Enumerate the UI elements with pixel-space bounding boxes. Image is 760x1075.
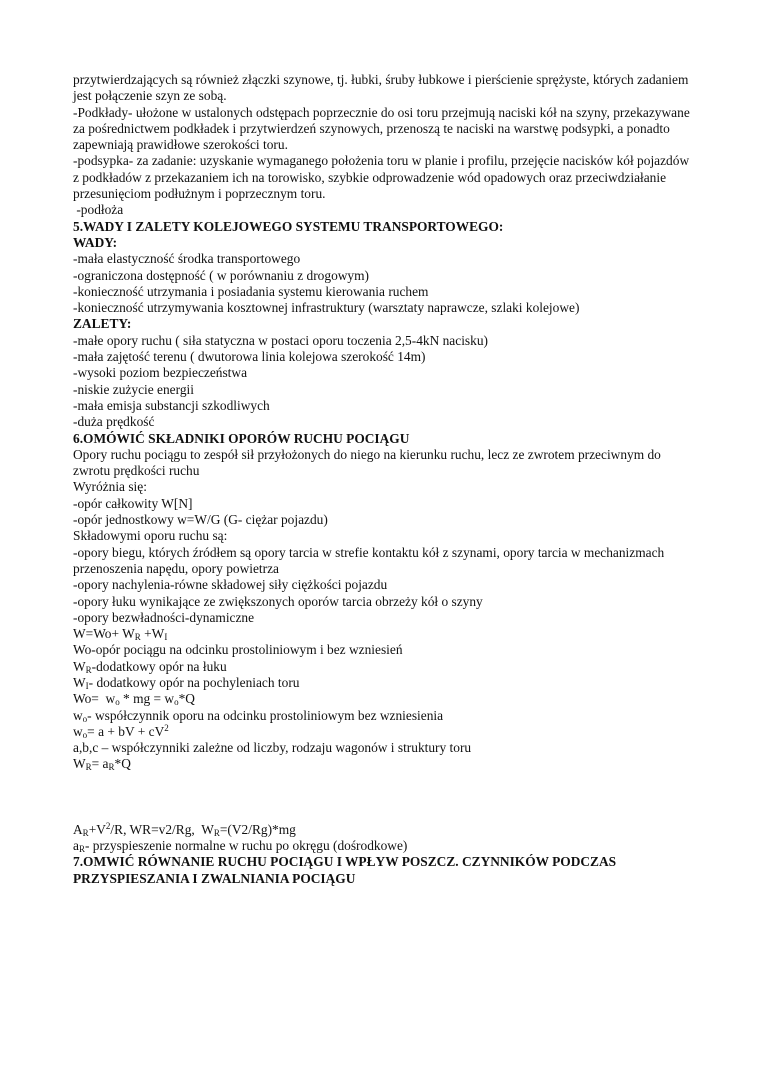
text-line: Wyróżnia się: xyxy=(73,479,147,495)
list-item: -opory biegu, których źródłem są opory tarcia w strefie kontaktu kół z szynami, opory tarcia w mechanizmach przenoszenia napędu, opory powietrza xyxy=(73,544,665,576)
heading-section-5: 5.WADY I ZALETY KOLEJOWEGO SYSTEMU TRANSPORTOWEGO: xyxy=(73,218,504,234)
paragraph-sleepers: -Podkłady- ułożone w ustalonych odstępach poprzecznie do osi toru przejmują naciski kół na szyny, przekazywane za pośrednictwem podkładek i przytwierdzeń szynowych, przenoszą te naciski na warstwę podsypki, a ponadto zapewniają prawidłowe szerokości toru. xyxy=(73,104,690,153)
list-item: -opory łuku wynikające ze zwiększonych oporów tarcia obrzeży kół o szyny xyxy=(73,593,483,609)
formula-basic-resistance: $Wo= w_o$ * mg = $w_o*Q$ xyxy=(73,691,195,708)
formula-curve-resistance: $W_R= a_R*Q$ xyxy=(73,756,131,773)
formula-line: $W_I-$ dodatkowy opór na pochyleniach toru xyxy=(73,674,300,691)
paragraph-ballast: -podsypka- za zadanie: uzyskanie wymaganego położenia toru w planie i profilu, przejęcie nacisków kół pojazdów z podkładów z przekazaniem ich na torowisko, szybkie odprowadzenie wód opadowych oraz przeciwdziałanie przesunięciom podłużnym i poprzecznym toru. xyxy=(73,153,690,202)
text-line: a,b,c – współczynniki zależne od liczby, rodzaju wagonów i struktury toru xyxy=(73,740,472,756)
heading-disadvantages: WADY: xyxy=(73,234,118,250)
formula-line: $w_o-$ współczynnik oporu na odcinku prostoliniowym bez wzniesienia xyxy=(73,707,444,724)
list-item: -opór całkowity W[N] xyxy=(73,495,193,511)
list-item: -konieczność utrzymania i posiadania systemu kierowania ruchem xyxy=(73,283,429,299)
list-item: -opory bezwładności-dynamiczne xyxy=(73,609,255,625)
heading-advantages: ZALETY: xyxy=(73,316,132,332)
formula-line: $a_R-$ przyspieszenie normalne w ruchu po okręgu (dośrodkowe) xyxy=(73,838,408,855)
heading-section-6: 6.OMÓWIĆ SKŁADNIKI OPORÓW RUCHU POCIĄGU xyxy=(73,430,410,446)
document-page xyxy=(73,72,693,887)
heading-section-7: 7.OMWIĆ RÓWNANIE RUCHU POCIĄGU I WPŁYW POSZCZ. CZYNNIKÓW PODCZAS PRZYSPIESZANIA I ZWALNIANIA POCIĄGU xyxy=(73,854,617,886)
list-item: -mała zajętość terenu ( dwutorowa linia kolejowa szerokość 14m) xyxy=(73,349,426,365)
list-item: -mała elastyczność środka transportowego xyxy=(73,251,301,267)
list-item: -konieczność utrzymywania kosztownej infrastruktury (warsztaty naprawcze, szlaki kolejowe) xyxy=(73,300,580,316)
list-item: -opory nachylenia-równe składowej siły ciężkości pojazdu xyxy=(73,577,388,593)
formula-coefficient: $w_o= a$ + bV + $cV^2$ xyxy=(73,722,169,740)
paragraph-subgrade: -podłoża xyxy=(73,202,124,218)
paragraph-fasteners: przytwierdzających są również złączki szynowe, tj. łubki, śruby łubkowe i pierścienie sprężyste, których zadaniem jest połączenie szyn ze sobą. xyxy=(73,72,689,104)
blank-space xyxy=(73,773,693,822)
text-line: Wo-opór pociągu na odcinku prostoliniowym i bez wzniesień xyxy=(73,642,403,658)
list-item: -niskie zużycie energii xyxy=(73,381,194,397)
formula-centripetal: $A_R+V^2/R$, WR=v2/Rg, $W_R=(V2/Rg)*mg$ xyxy=(73,820,296,838)
formula-line: $W_R$-dodatkowy opór na łuku xyxy=(73,658,227,675)
list-item: -duża prędkość xyxy=(73,414,155,430)
paragraph-definition: Opory ruchu pociągu to zespół sił przyłożonych do niego na kierunku ruchu, lecz ze zwrotem przeciwnym do zwrotu prędkości ruchu xyxy=(73,446,661,479)
list-item: -ograniczona dostępność ( w porównaniu z drogowym) xyxy=(73,267,369,283)
list-item: -małe opory ruchu ( siła statyczna w postaci oporu toczenia 2,5-4kN nacisku) xyxy=(73,332,488,348)
formula-total-resistance: $W=Wo+ W_R +W_I$ xyxy=(73,626,168,643)
list-item: -mała emisja substancji szkodliwych xyxy=(73,397,270,413)
list-item: -wysoki poziom bezpieczeństwa xyxy=(73,365,248,381)
list-item: -opór jednostkowy w=W/G (G- ciężar pojazdu) xyxy=(73,512,328,528)
text-line: Składowymi oporu ruchu są: xyxy=(73,528,228,544)
